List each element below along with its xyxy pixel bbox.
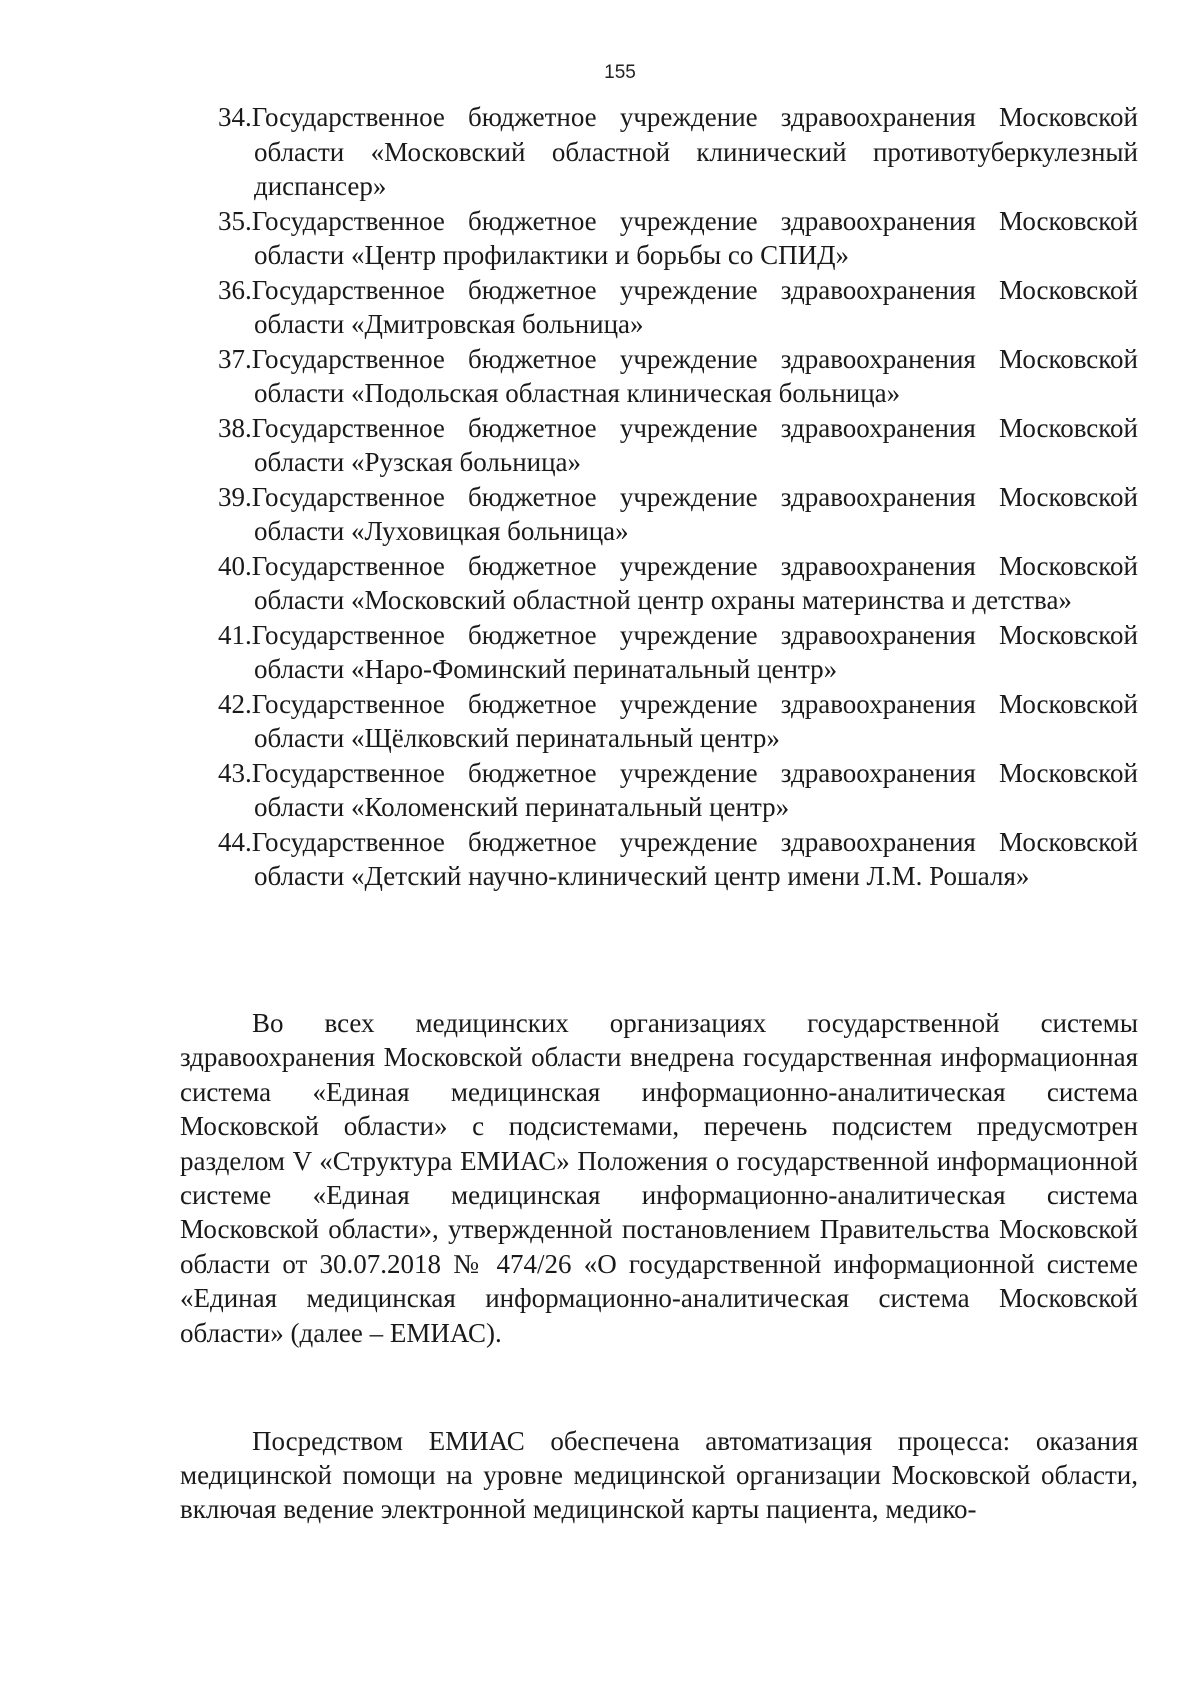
paragraph: Во всех медицинских организациях государственной системы здравоохранения Московской области внедрена государственная информационная система «Единая медицинская информационно-аналитическая система Московской области» с подсистемами, перечень подсистем предусмотрен разделом V «Структура ЕМИАС» Положения о государственной информационной системе «Единая медицинская информационно-аналитическая система Московской области», утвержденной постановлением Правительства Московской области от 30.07.2018 № 474/26 «О государственной информационной системе «Единая медицинская информационно-аналитическая система Московской области» (далее – ЕМИАС). (180, 1008, 1138, 1348)
list-item: 40.Государственное бюджетное учреждение здравоохранения Московской области «Московский областной центр охраны материнства и детства» (218, 550, 1138, 615)
organization-list (218, 100, 1138, 894)
list-item: 38.Государственное бюджетное учреждение здравоохранения Московской области «Рузская больница» (218, 412, 1138, 477)
list-item: 41.Государственное бюджетное учреждение здравоохранения Московской области «Наро-Фоминский перинатальный центр» (218, 619, 1138, 684)
list-item: 39.Государственное бюджетное учреждение здравоохранения Московской области «Луховицкая больница» (218, 481, 1138, 546)
body-text-emias-intro (180, 1006, 1138, 1350)
list-item: 36.Государственное бюджетное учреждение здравоохранения Московской области «Дмитровская больница» (218, 274, 1138, 339)
list-item: 44.Государственное бюджетное учреждение здравоохранения Московской области «Детский научно-клинический центр имени Л.М. Рошаля» (218, 826, 1138, 891)
page-number: 155 (604, 62, 636, 83)
body-text-emias-automation (180, 1424, 1138, 1526)
paragraph: Посредством ЕМИАС обеспечена автоматизация процесса: оказания медицинской помощи на уровне медицинской организации Московской области, включая ведение электронной медицинской карты пациента, медико- (180, 1426, 1138, 1524)
list-item: 34.Государственное бюджетное учреждение здравоохранения Московской области «Московский областной клинический противотуберкулезный диспансер» (218, 102, 1138, 201)
list-item: 37.Государственное бюджетное учреждение здравоохранения Московской области «Подольская областная клиническая больница» (218, 343, 1138, 408)
list-item: 35.Государственное бюджетное учреждение здравоохранения Московской области «Центр профилактики и борьбы со СПИД» (218, 205, 1138, 270)
list-item: 43.Государственное бюджетное учреждение здравоохранения Московской области «Коломенский перинатальный центр» (218, 757, 1138, 822)
list-item: 42.Государственное бюджетное учреждение здравоохранения Московской области «Щёлковский перинатальный центр» (218, 688, 1138, 753)
